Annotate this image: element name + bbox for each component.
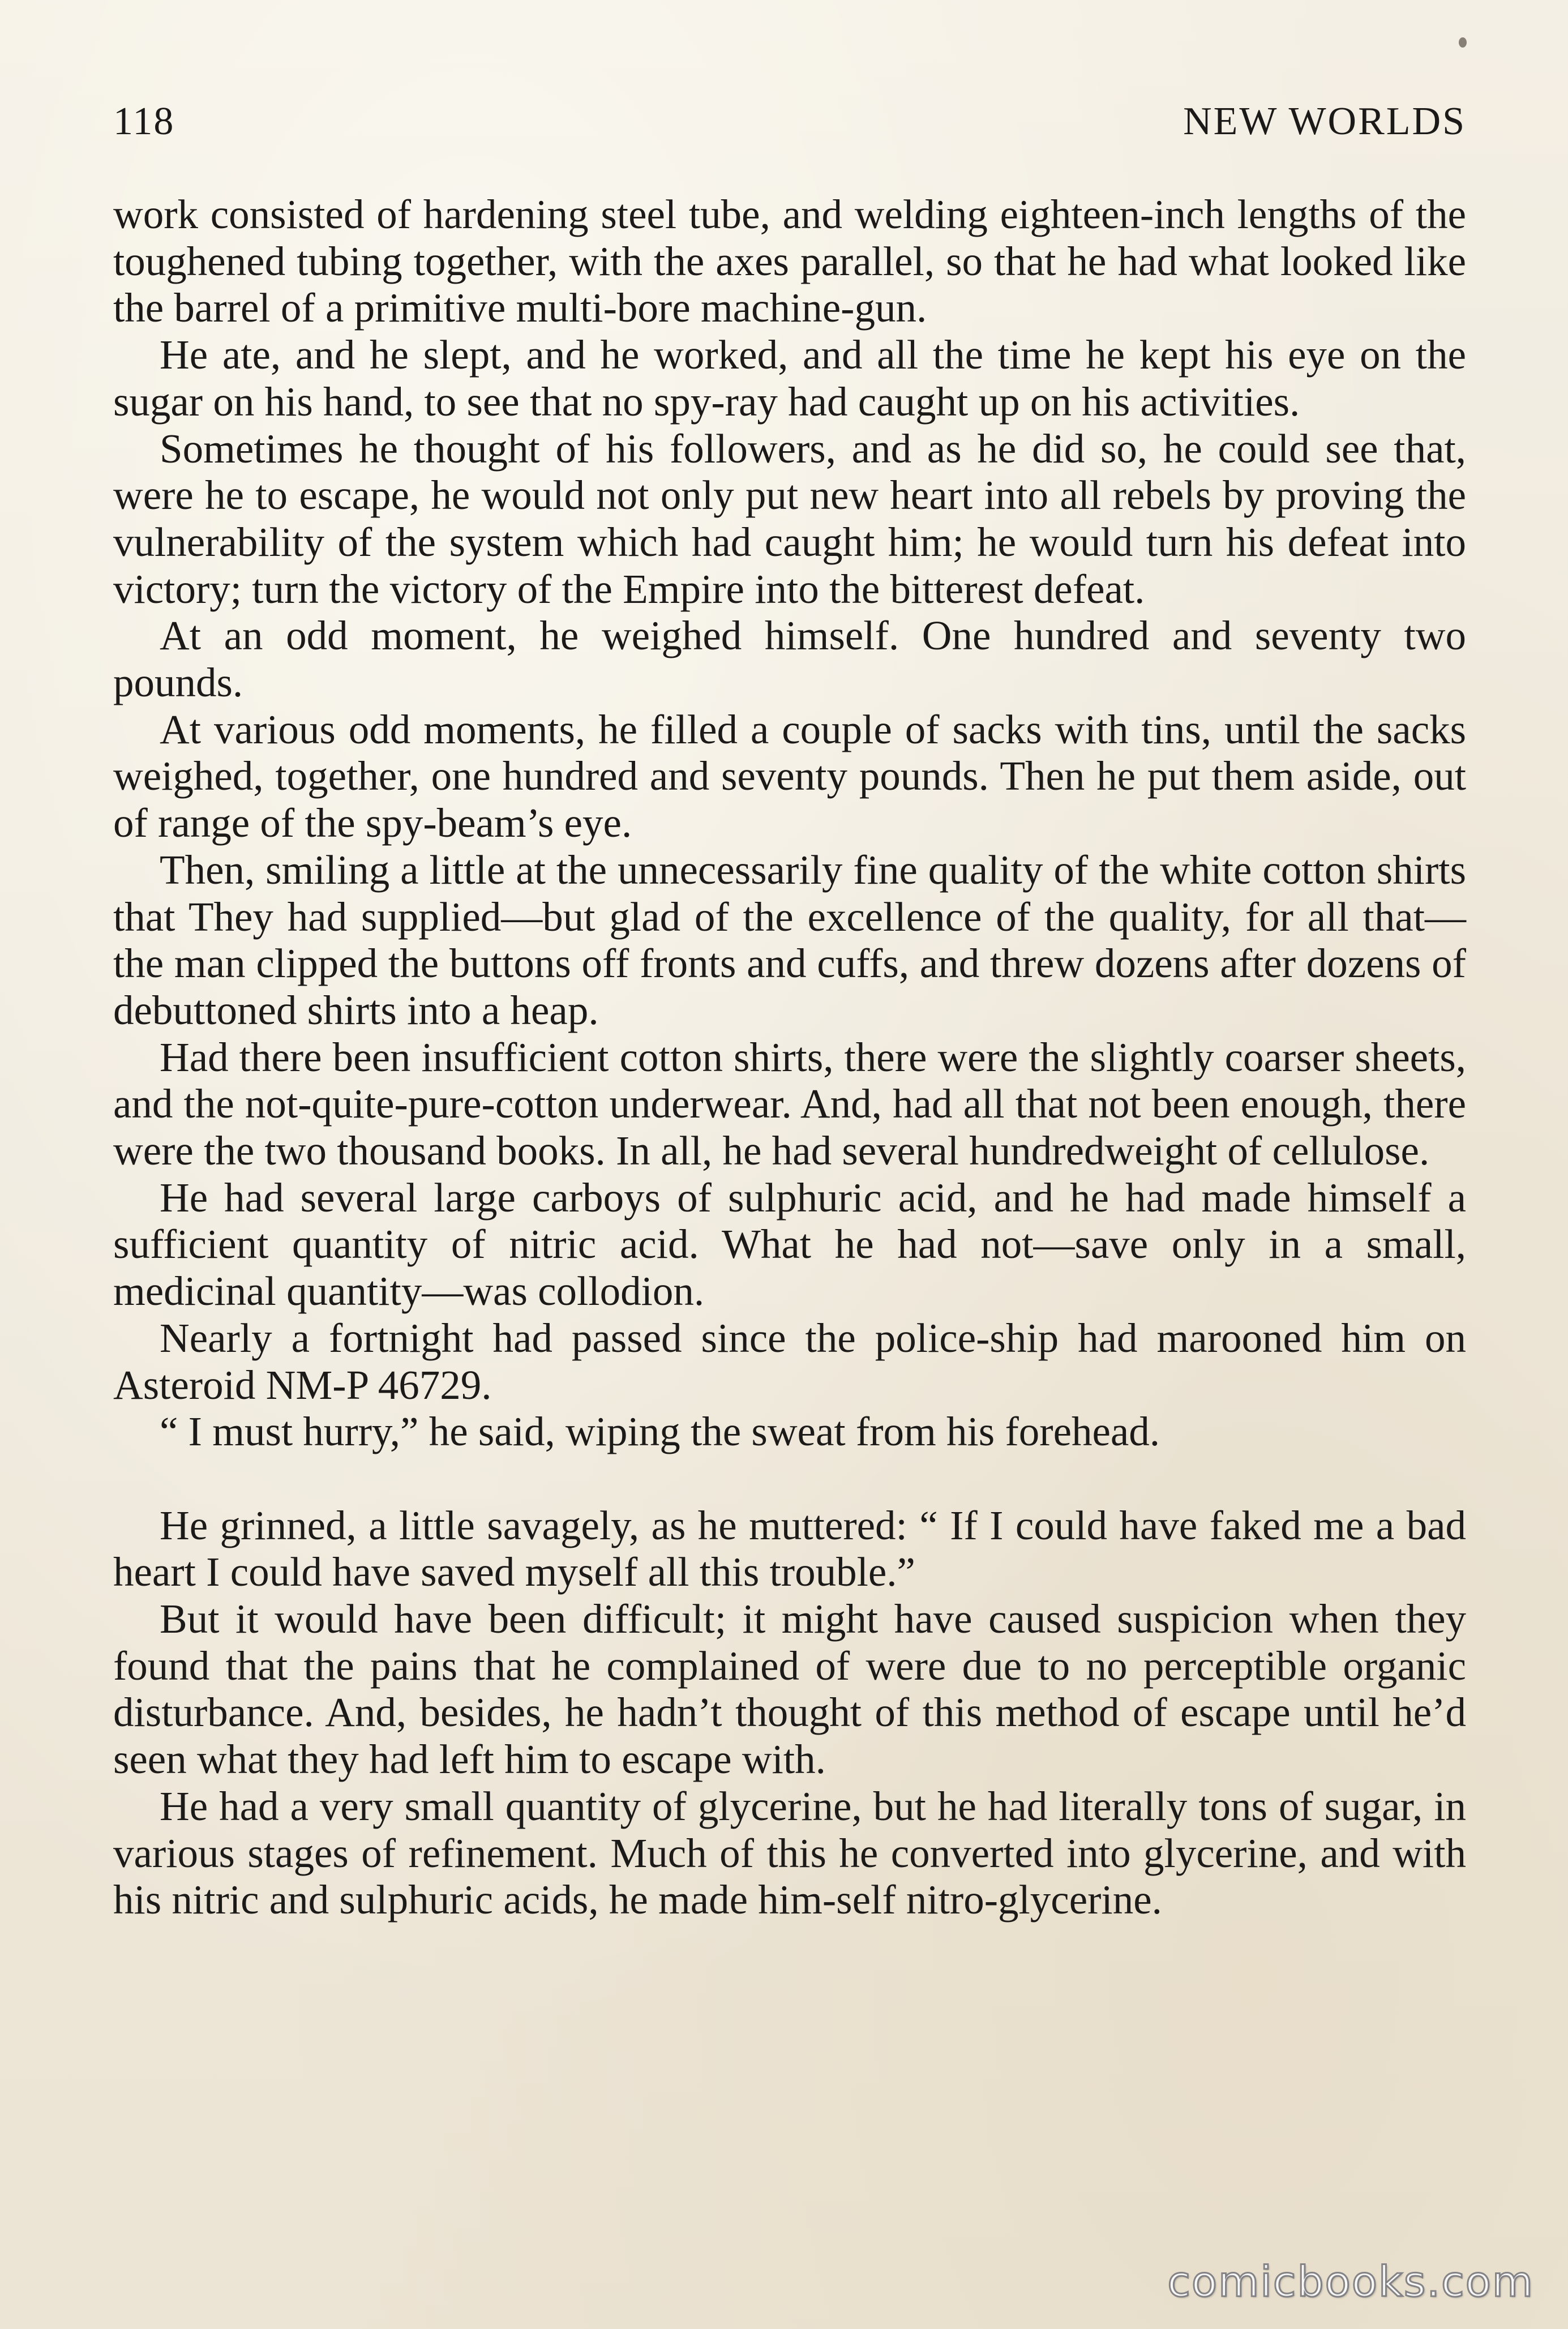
page-number: 118 <box>113 100 175 143</box>
paragraph: At various odd moments, he filled a couple of sacks with tins, until the sacks weighed, together, one hundred and seventy pounds. Then he put them aside, out of range of the spy-beam’s eye. <box>113 706 1466 846</box>
paragraph: But it would have been difficult; it might have caused suspicion when they found that the pains that he complained of were due to no perceptible organic disturbance. And, besides, he hadn’t thought of this method of escape until he’d seen what they had left him to escape with. <box>113 1596 1466 1783</box>
paragraph: Then, smiling a little at the unnecessarily fine quality of the white cotton shirts that They had supplied—but glad of the excellence of the quality, for all that—the man clipped the buttons off fronts and cuffs, and threw dozens after dozens of debuttoned shirts into a heap. <box>113 846 1466 1033</box>
paragraph: He had a very small quantity of glycerine, but he had literally tons of sugar, in various stages of refinement. Much of this he converted into glycerine, and with his nitric and sulphuric acids, he made him-self nitro-glycerine. <box>113 1783 1466 1923</box>
paragraph: Had there been insufficient cotton shirts, there were the slightly coarser sheets, and the not-quite-pure-cotton underwear. And, had all that not been enough, there were the two thousand books. In all, he had several hundredweight of cellulose. <box>113 1034 1466 1174</box>
page-header <box>113 93 1466 150</box>
site-watermark: comicbooks.com <box>1167 2258 1534 2306</box>
body-text <box>113 191 1466 1924</box>
paragraph: “ I must hurry,” he said, wiping the sweat from his forehead. <box>160 1408 1160 1455</box>
paragraph: Sometimes he thought of his followers, and as he did so, he could see that, were he to escape, he would not only put new heart into all rebels by proving the vulnerability of the system which had caught him; he would turn his defeat into victory; turn the victory of the Empire into the bitterest defeat. <box>113 425 1466 612</box>
paragraph: He ate, and he slept, and he worked, and all the time he kept his eye on the sugar on his hand, to see that no spy-ray had caught up on his activities. <box>113 332 1466 425</box>
paragraph: At an odd moment, he weighed himself. One hundred and seventy two pounds. <box>113 613 1466 706</box>
ink-speck <box>1459 37 1467 48</box>
running-head: NEW WORLDS <box>1183 100 1466 143</box>
paragraph: He had several large carboys of sulphuric acid, and he had made himself a sufficient quantity of nitric acid. What he had not—save only in a small, medicinal quantity—was collodion. <box>113 1174 1466 1315</box>
paragraph: He grinned, a little savagely, as he muttered: “ If I could have faked me a bad heart I could have saved myself all this trouble.” <box>113 1502 1466 1595</box>
paragraph: Nearly a fortnight had passed since the police-ship had marooned him on Asteroid NM-P 46729. <box>113 1315 1466 1408</box>
paragraph: work consisted of hardening steel tube, and welding eighteen-inch lengths of the toughened tubing together, with the axes parallel, so that he had what looked like the barrel of a primitive multi-bore machine-gun. <box>113 191 1466 331</box>
